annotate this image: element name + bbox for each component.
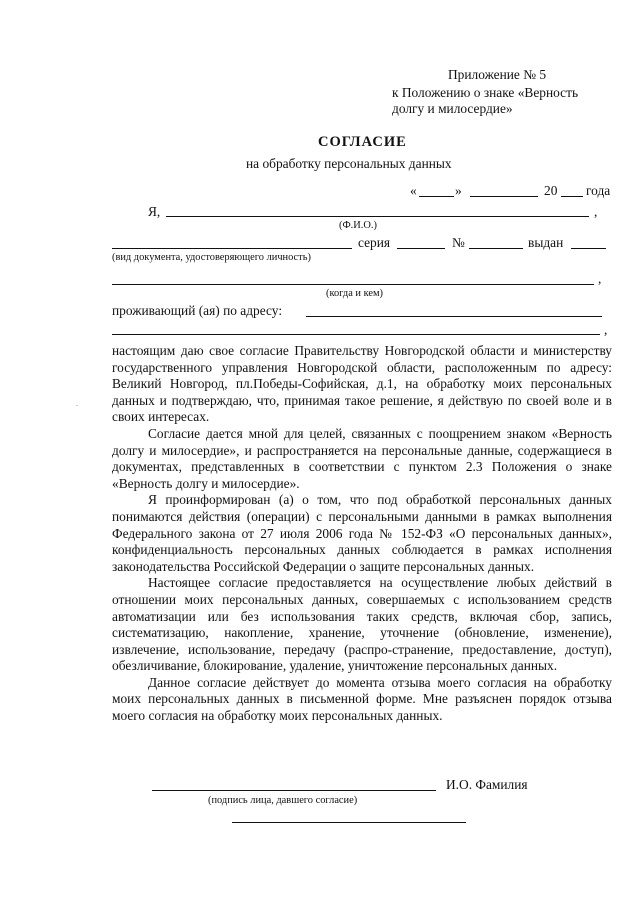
date-year-word: года — [586, 183, 611, 198]
signature-caption: (подпись лица, давшего согласие) — [208, 795, 358, 806]
address-blank-2[interactable] — [112, 334, 600, 335]
paragraph-scope: Настоящее согласие предоставляется на осуществление любых действий в отношении моих персональных данных, совершаемых с использованием средств автоматизации или без использования таких средств, включая сбор, запись, систематизацию, накопление, хранение, уточнение (обновление, изменение), извлечение, использование, передачу (распро-странение, предоставление, доступ), обезличивание, блокирование, удаление, уничтожение персональных данных. — [112, 575, 612, 674]
number-blank[interactable] — [469, 248, 523, 249]
series-blank[interactable] — [397, 248, 445, 249]
signature-blank[interactable] — [152, 790, 436, 791]
document-type-caption: (вид документа, удостоверяющего личность) — [112, 252, 311, 263]
series-label: серия — [358, 235, 391, 250]
issued-blank[interactable] — [571, 248, 606, 249]
appendix-reference-line-1: к Положению о знаке «Верность — [392, 85, 579, 100]
fio-caption: (Ф.И.О.) — [339, 220, 377, 231]
paragraph-validity: Данное согласие действует до момента отзыва моего согласия на обработку моих персональных данных в письменной форме. Мне разъяснен порядок отзыва моего согласия на обработку моих персональных данных. — [112, 674, 612, 724]
fio-blank[interactable] — [166, 216, 589, 217]
date-open-quote: « — [410, 183, 417, 198]
issued-label: выдан — [528, 235, 564, 250]
address-label: проживающий (ая) по адресу: — [112, 303, 283, 318]
date-year-prefix: 20 — [544, 183, 558, 198]
document-title: СОГЛАСИЕ — [318, 134, 407, 150]
signature-date-blank[interactable] — [232, 822, 466, 823]
issued-by-blank[interactable] — [112, 284, 594, 285]
issued-by-caption: (когда и кем) — [326, 288, 384, 299]
consent-body — [112, 343, 612, 725]
signature-name: И.О. Фамилия — [446, 777, 528, 792]
appendix-number: Приложение № 5 — [448, 67, 547, 82]
fio-comma: , — [594, 204, 598, 219]
date-day-blank[interactable] — [419, 196, 454, 197]
scan-speck — [76, 405, 78, 406]
date-year-blank[interactable] — [561, 196, 583, 197]
appendix-reference-line-2: долгу и милосердие» — [392, 101, 513, 116]
number-label: № — [452, 235, 465, 250]
document-type-blank[interactable] — [112, 248, 352, 249]
ya-label: Я, — [148, 204, 161, 219]
paragraph-purpose: Согласие дается мной для целей, связанных с поощрением знаком «Верность долгу и милосердие», и распространяется на персональные данные, содержащиеся в документах, представленных в соответствии с пунктом 2.3 Положения о знаке «Верность долгу и милосердие». — [112, 425, 612, 491]
address-blank-1[interactable] — [306, 316, 602, 317]
address-comma: , — [604, 322, 608, 337]
issued-by-comma: , — [598, 271, 602, 286]
paragraph-informed: Я проинформирован (а) о том, что под обработкой персональных данных понимаются действия (операции) с персональными данными в рамках выполнения Федерального закона от 27 июля 2006 года № 152-ФЗ «О персональных данных», конфиденциальность персональных данных соблюдается в рамках исполнения законодательства Российской Федерации о защите персональных данных. — [112, 492, 612, 574]
date-close-quote: » — [455, 183, 462, 198]
paragraph-consent: настоящим даю свое согласие Правительству Новгородской области и министерству государственного управления Новгородской области, расположенным по адресу: Великий Новгород, пл.Победы-Софийская, д.1, на обработку моих персональных данных и подтверждаю, что, принимая такое решение, я действую по своей воле и в своих интересах. — [112, 343, 612, 425]
date-month-blank[interactable] — [470, 196, 538, 197]
document-subtitle: на обработку персональных данных — [246, 156, 452, 171]
